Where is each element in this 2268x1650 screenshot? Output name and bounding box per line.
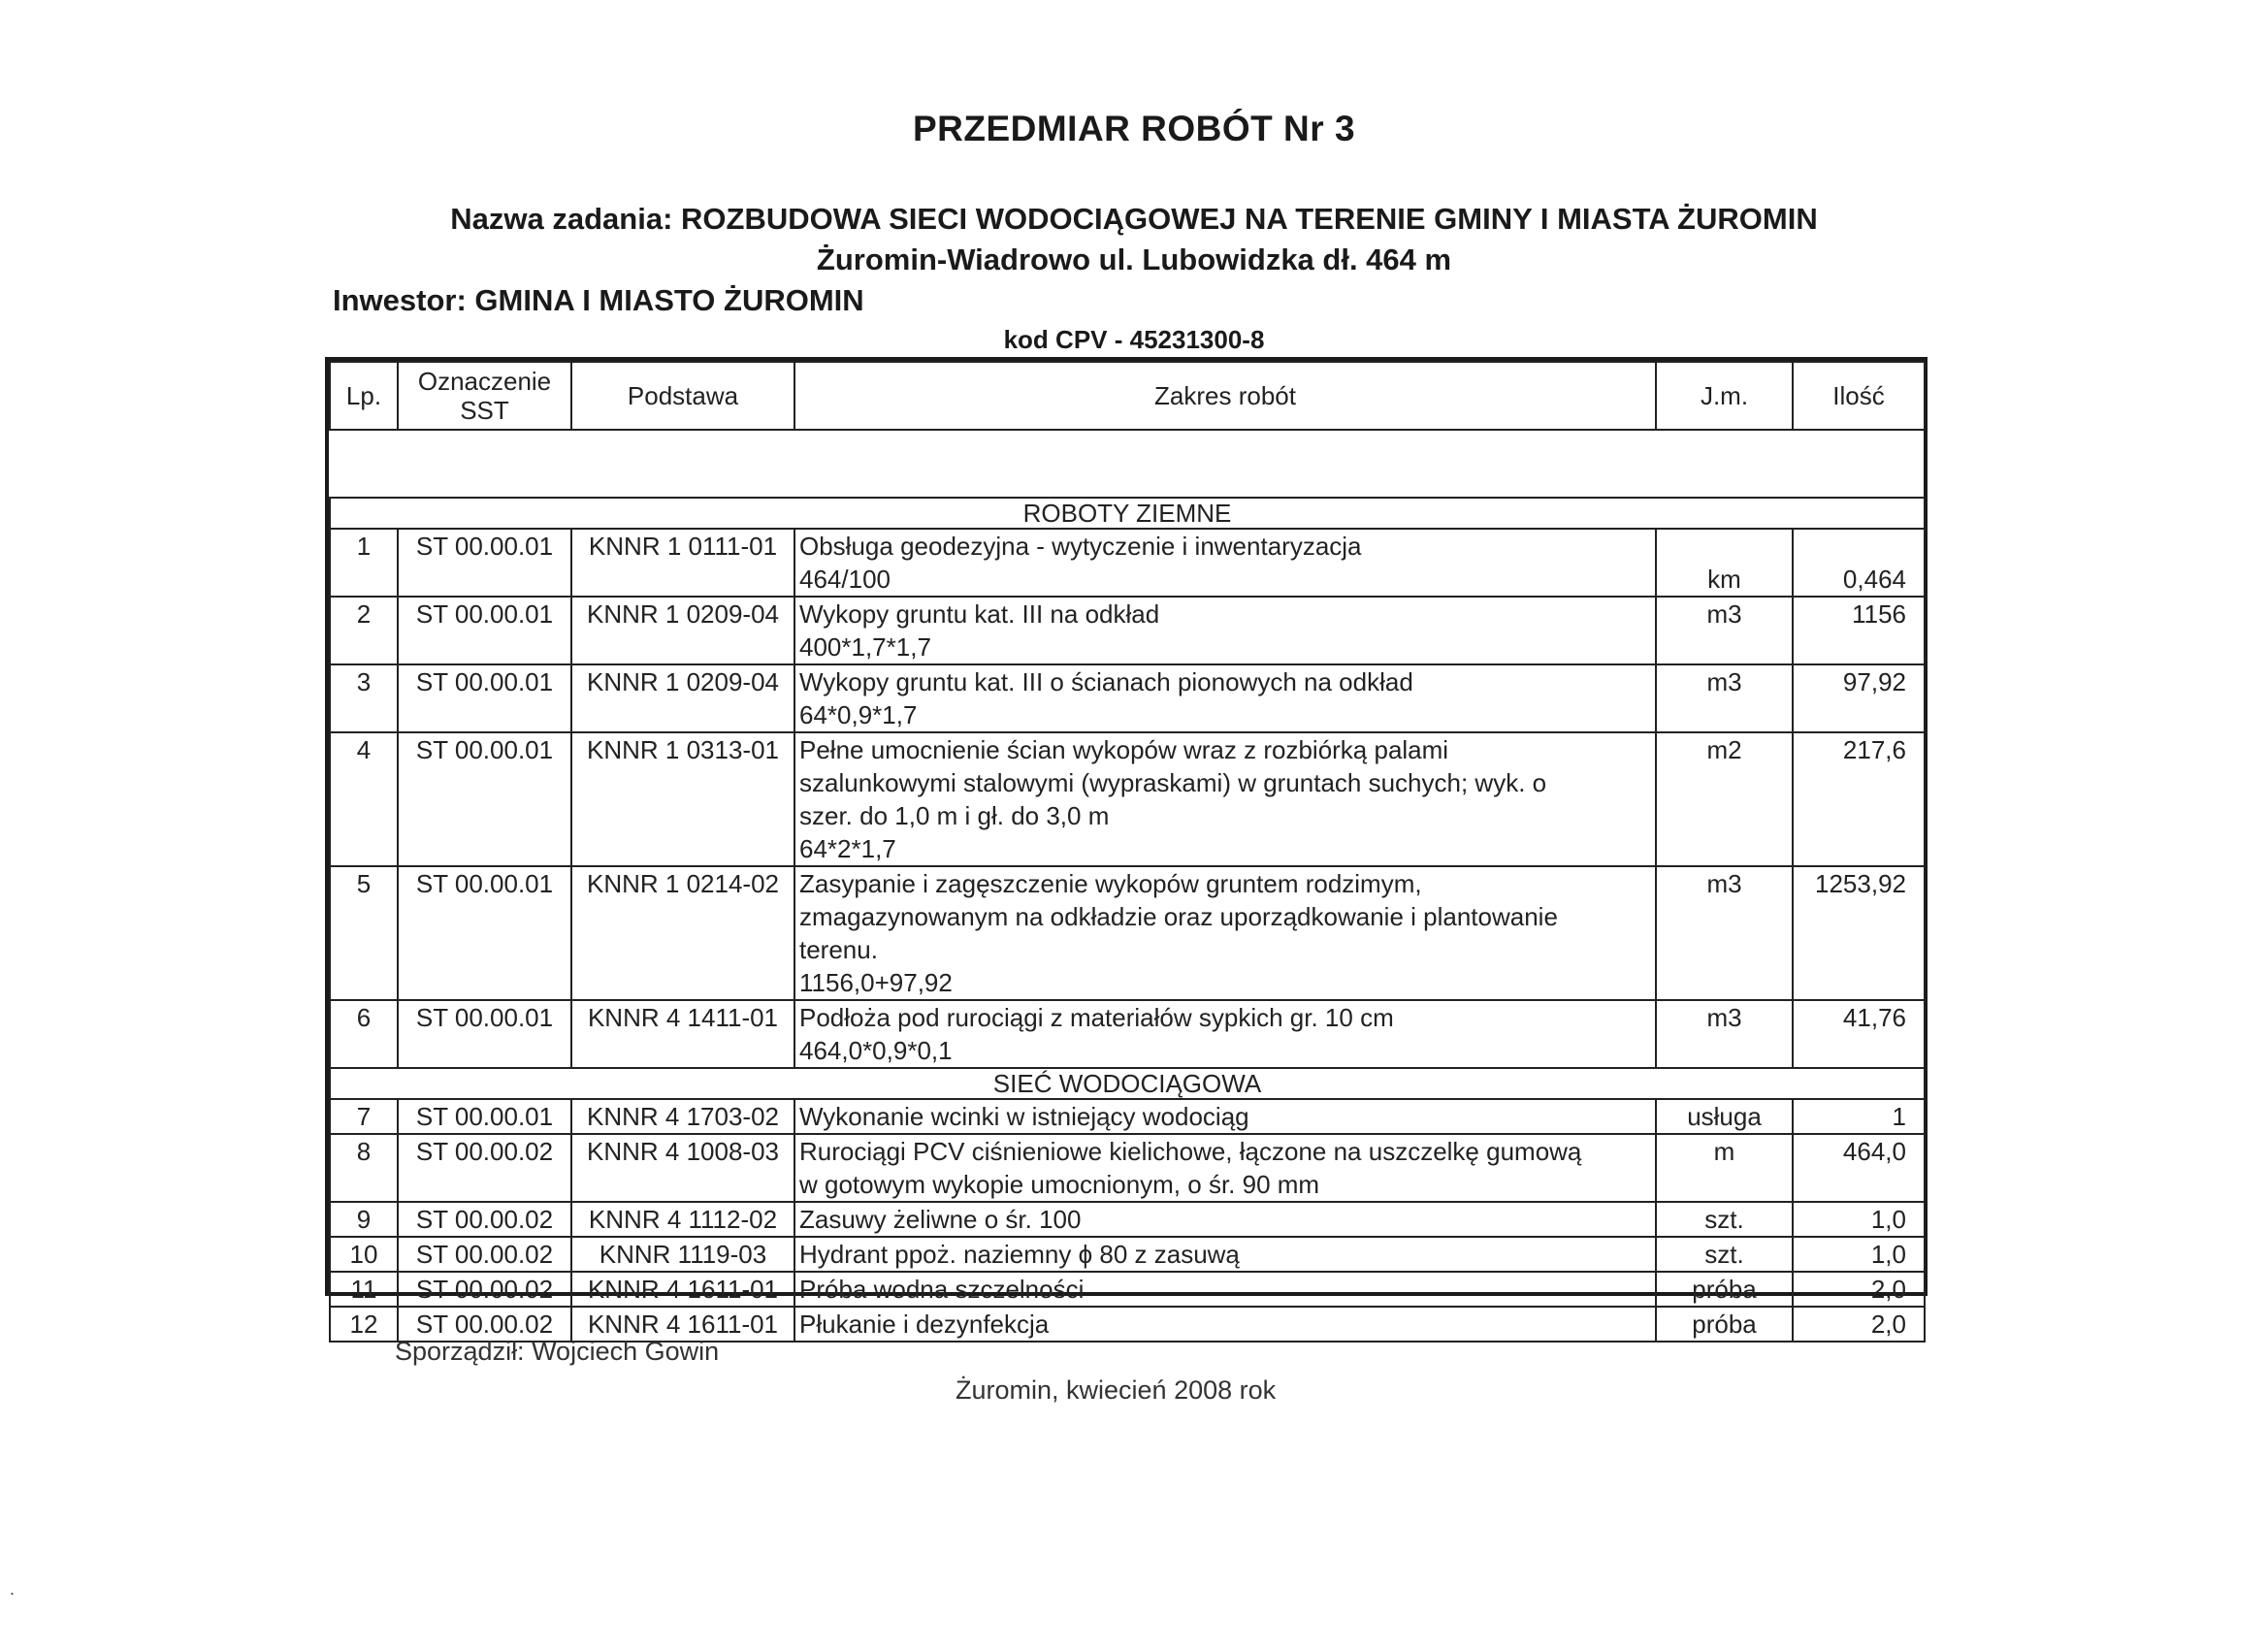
section-row (330, 1068, 1925, 1099)
header-sst-line2: SST (460, 396, 509, 425)
cell-unit: próba (1656, 1307, 1793, 1342)
cell-sst: ST 00.00.01 (398, 597, 571, 664)
cell-sst: ST 00.00.01 (398, 529, 571, 597)
cell-qty: 1156 (1793, 597, 1925, 664)
cell-unit: szt. (1656, 1237, 1793, 1272)
place-and-date: Żuromin, kwiecień 2008 rok (956, 1375, 1277, 1405)
cell-unit: km (1656, 529, 1793, 597)
scope-line: Wykopy gruntu kat. III o ścianach pionowych na odkład (799, 667, 1413, 696)
cell-lp: 11 (330, 1272, 398, 1307)
cell-scope (794, 529, 1656, 597)
task-location-line: Żuromin-Wiadrowo ul. Lubowidzka dł. 464 m (816, 243, 1452, 276)
cell-sst: ST 00.00.01 (398, 866, 571, 1000)
cell-sst: ST 00.00.01 (398, 732, 571, 866)
cell-lp: 10 (330, 1237, 398, 1272)
cell-base: KNNR 1 0209-04 (571, 664, 794, 732)
cell-qty: 41,76 (1793, 1000, 1925, 1068)
table-row (330, 597, 1925, 664)
cell-lp: 1 (330, 529, 398, 597)
cell-base: KNNR 1119-03 (571, 1237, 794, 1272)
section-title: SIEĆ WODOCIĄGOWA (330, 1068, 1925, 1099)
cell-qty: 1 (1793, 1099, 1925, 1134)
cell-qty: 1,0 (1793, 1237, 1925, 1272)
header-sst-line1: Oznaczenie (417, 367, 552, 396)
cell-scope (794, 1237, 1656, 1272)
cell-sst: ST 00.00.01 (398, 1099, 571, 1134)
cell-sst: ST 00.00.02 (398, 1272, 571, 1307)
table-row (330, 1237, 1925, 1272)
scope-line: Wykonanie wcinki w istniejący wodociąg (799, 1102, 1249, 1131)
cell-base: KNNR 4 1008-03 (571, 1134, 794, 1202)
cell-base: KNNR 1 0313-01 (571, 732, 794, 866)
scope-line: Próba wodna szczelności (799, 1275, 1085, 1304)
section-title: ROBOTY ZIEMNE (330, 498, 1925, 529)
cell-scope (794, 732, 1656, 866)
cell-base: KNNR 4 1611-01 (571, 1272, 794, 1307)
scope-line: 464,0*0,9*0,1 (799, 1036, 953, 1065)
cell-qty: 2,0 (1793, 1272, 1925, 1307)
cell-lp: 4 (330, 732, 398, 866)
cell-scope (794, 1134, 1656, 1202)
cell-sst: ST 00.00.02 (398, 1307, 571, 1342)
header-lp: Lp. (330, 362, 398, 430)
scope-line: Podłoża pod rurociągi z materiałów sypkich gr. 10 cm (799, 1003, 1394, 1032)
cell-sst: ST 00.00.02 (398, 1237, 571, 1272)
cell-sst: ST 00.00.01 (398, 1000, 571, 1068)
scope-line: Hydrant ppoż. naziemny ϕ 80 z zasuwą (799, 1240, 1240, 1269)
cell-unit: m2 (1656, 732, 1793, 866)
cell-qty: 464,0 (1793, 1134, 1925, 1202)
cell-base: KNNR 4 1703-02 (571, 1099, 794, 1134)
scope-line: Obsługa geodezyjna - wytyczenie i inwentaryzacja (799, 532, 1362, 561)
table-row (330, 1099, 1925, 1134)
cell-unit: m3 (1656, 664, 1793, 732)
scope-line: Pełne umocnienie ścian wykopów wraz z rozbiórką palami (799, 735, 1449, 764)
investor-line: Inwestor: GMINA I MIASTO ŻUROMIN (333, 283, 864, 317)
prepared-by: Sporządził: Wojciech Gowin (395, 1337, 720, 1366)
cell-base: KNNR 1 0111-01 (571, 529, 794, 597)
scope-line: zmagazynowanym na odkładzie oraz uporządkowanie i plantowanie (799, 902, 1558, 931)
table-body (330, 498, 1925, 1342)
cell-lp: 3 (330, 664, 398, 732)
cell-scope (794, 1307, 1656, 1342)
cell-lp: 6 (330, 1000, 398, 1068)
header-divider (330, 430, 1925, 498)
cell-scope (794, 866, 1656, 1000)
cell-unit: m3 (1656, 866, 1793, 1000)
table-row (330, 1000, 1925, 1068)
cell-unit: m3 (1656, 597, 1793, 664)
cell-base: KNNR 1 0209-04 (571, 597, 794, 664)
cell-sst: ST 00.00.02 (398, 1202, 571, 1237)
table-row (330, 1134, 1925, 1202)
scope-line: Zasypanie i zagęszczenie wykopów gruntem rodzimym, (799, 869, 1422, 898)
cell-scope (794, 1202, 1656, 1237)
cell-sst: ST 00.00.01 (398, 664, 571, 732)
table-row (330, 1272, 1925, 1307)
table-row (330, 529, 1925, 597)
scope-line: szer. do 1,0 m i gł. do 3,0 m (799, 801, 1110, 830)
scope-line: terenu. (799, 935, 878, 964)
cell-sst: ST 00.00.02 (398, 1134, 571, 1202)
cell-scope (794, 597, 1656, 664)
scope-line: 64*2*1,7 (799, 834, 896, 863)
scope-line: Płukanie i dezynfekcja (799, 1310, 1050, 1339)
document-title: PRZEDMIAR ROBÓT Nr 3 (912, 109, 1356, 148)
scope-line: 64*0,9*1,7 (799, 700, 918, 729)
cell-scope (794, 1000, 1656, 1068)
table-row (330, 664, 1925, 732)
scope-line: 400*1,7*1,7 (799, 632, 931, 662)
header-base: Podstawa (571, 362, 794, 430)
cell-qty: 1253,92 (1793, 866, 1925, 1000)
cell-base: KNNR 1 0214-02 (571, 866, 794, 1000)
cell-unit: usługa (1656, 1099, 1793, 1134)
cell-unit: próba (1656, 1272, 1793, 1307)
cell-lp: 12 (330, 1307, 398, 1342)
cell-base: KNNR 4 1411-01 (571, 1000, 794, 1068)
task-name-line: Nazwa zadania: ROZBUDOWA SIECI WODOCIĄGOWEJ NA TERENIE GMINY I MIASTA ŻUROMIN (450, 202, 1818, 236)
scope-line: szalunkowymi stalowymi (wypraskami) w gruntach suchych; wyk. o (799, 768, 1547, 797)
cell-base: KNNR 4 1611-01 (571, 1307, 794, 1342)
cell-unit: m3 (1656, 1000, 1793, 1068)
cell-lp: 2 (330, 597, 398, 664)
cell-base: KNNR 4 1112-02 (571, 1202, 794, 1237)
cell-lp: 9 (330, 1202, 398, 1237)
table-header-row (330, 362, 1925, 430)
section-row (330, 498, 1925, 529)
scope-line: 464/100 (799, 565, 891, 594)
cell-scope (794, 1099, 1656, 1134)
cell-scope (794, 1272, 1656, 1307)
bill-of-quantities-table (325, 357, 1928, 1339)
cpv-code: kod CPV - 45231300-8 (1003, 325, 1265, 354)
header-qty: Ilość (1793, 362, 1925, 430)
scope-line: 1156,0+97,92 (799, 968, 953, 997)
cell-qty: 0,464 (1793, 529, 1925, 597)
scope-line: Wykopy gruntu kat. III na odkład (799, 599, 1160, 629)
cell-unit: szt. (1656, 1202, 1793, 1237)
header-unit: J.m. (1656, 362, 1793, 430)
header-scope: Zakres robót (794, 362, 1656, 430)
cell-qty: 1,0 (1793, 1202, 1925, 1237)
cell-qty: 217,6 (1793, 732, 1925, 866)
table-row (330, 1202, 1925, 1237)
cell-qty: 2,0 (1793, 1307, 1925, 1342)
cell-lp: 7 (330, 1099, 398, 1134)
cell-lp: 5 (330, 866, 398, 1000)
table-row (330, 866, 1925, 1000)
scope-line: w gotowym wykopie umocnionym, o śr. 90 mm (799, 1170, 1320, 1199)
cell-lp: 8 (330, 1134, 398, 1202)
scan-mark: . (10, 1579, 16, 1599)
cell-unit: m (1656, 1134, 1793, 1202)
scope-line: Rurociągi PCV ciśnieniowe kielichowe, łączone na uszczelkę gumową (799, 1137, 1582, 1166)
cell-scope (794, 664, 1656, 732)
table-row (330, 732, 1925, 866)
cell-qty: 97,92 (1793, 664, 1925, 732)
scope-line: Zasuwy żeliwne o śr. 100 (799, 1205, 1082, 1234)
header-sst (398, 362, 571, 430)
